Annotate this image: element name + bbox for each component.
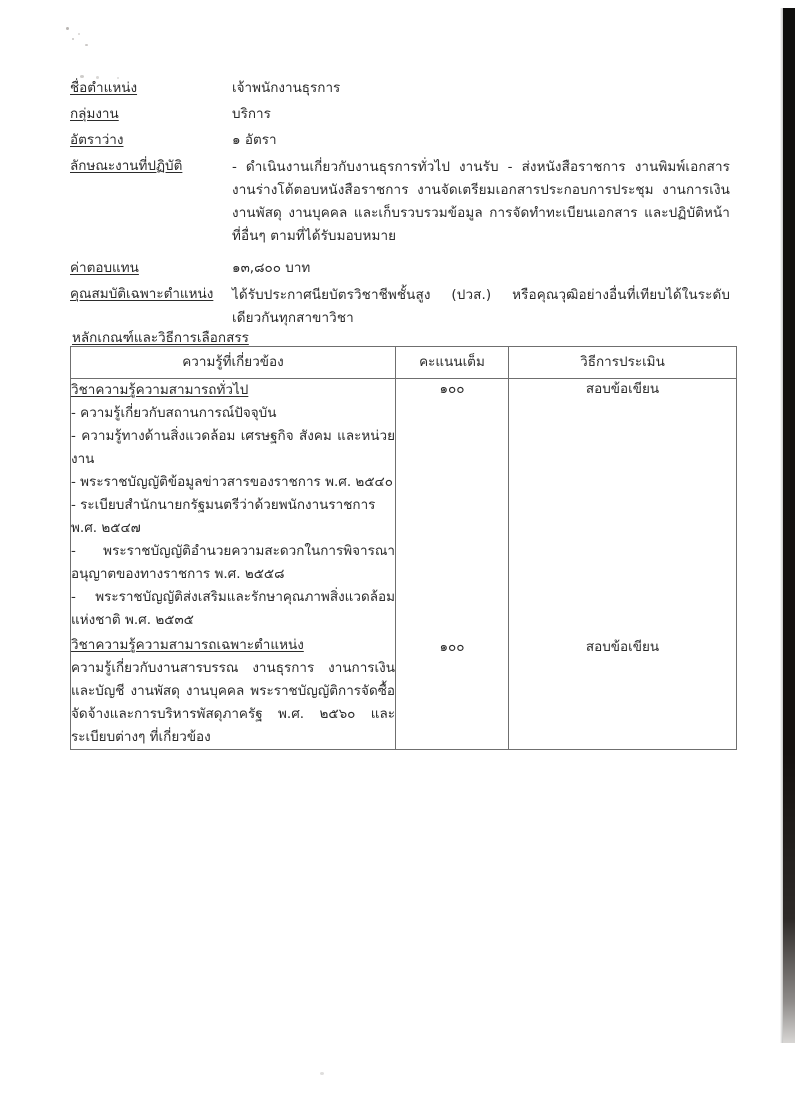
field-row-vacancies bbox=[70, 130, 730, 150]
column-header-score: คะแนนเต็ม bbox=[396, 347, 509, 379]
scan-speck bbox=[320, 1072, 324, 1075]
field-row-compensation bbox=[70, 258, 730, 278]
field-label-job-group: กลุ่มงาน bbox=[70, 106, 119, 122]
table-row bbox=[71, 379, 737, 750]
score-cell bbox=[396, 379, 509, 750]
knowledge-paragraph: ความรู้เกี่ยวกับงานสารบรรณ งานธุรการ งานการเงินและบัญชี งานพัสดุ งานบุคคล พระราชบัญญัติการจัดซื้อจัดจ้างและการบริหารพัสดุภาครัฐ พ.ศ. ๒๕๖๐ และระเบียบต่างๆ ที่เกี่ยวข้อง bbox=[71, 660, 395, 745]
field-value-vacancies: ๑ อัตรา bbox=[232, 132, 277, 148]
field-label-job-description: ลักษณะงานที่ปฏิบัติ bbox=[70, 158, 183, 174]
field-row-position-title bbox=[70, 78, 730, 98]
knowledge-item: - พระราชบัญญัติส่งเสริมและรักษาคุณภาพสิ่งแวดล้อมแห่งชาติ พ.ศ. ๒๕๓๕ bbox=[71, 589, 395, 628]
knowledge-item: - พระราชบัญญัติอำนวยความสะดวกในการพิจารณาอนุญาตของทางราชการ พ.ศ. ๒๕๕๘ bbox=[71, 543, 395, 582]
knowledge-cell bbox=[71, 379, 396, 750]
field-row-qualifications bbox=[70, 284, 730, 330]
subject-title-general: วิชาความรู้ความสามารถทั่วไป bbox=[71, 382, 249, 398]
method-value-general: สอบข้อเขียน bbox=[585, 381, 660, 397]
scan-speck bbox=[78, 33, 80, 35]
field-label-qualifications: คุณสมบัติเฉพาะตำแหน่ง bbox=[70, 286, 214, 302]
knowledge-section-general bbox=[71, 379, 395, 632]
criteria-table-container bbox=[70, 346, 736, 750]
position-details-list bbox=[70, 78, 730, 336]
field-row-job-description bbox=[70, 156, 730, 248]
table-header-row bbox=[71, 347, 737, 379]
criteria-section-heading: หลักเกณฑ์และวิธีการเลือกสรร bbox=[72, 330, 249, 346]
knowledge-item: - พระราชบัญญัติข้อมูลข่าวสารของราชการ พ.ศ. ๒๕๔๐ bbox=[71, 474, 394, 490]
knowledge-item: - ความรู้ทางด้านสิ่งแวดล้อม เศรษฐกิจ สังคม และหน่วยงาน bbox=[71, 428, 395, 467]
knowledge-item: - ระเบียบสำนักนายกรัฐมนตรีว่าด้วยพนักงานราชการ พ.ศ. ๒๕๔๗ bbox=[71, 497, 376, 536]
subject-title-specific: วิชาความรู้ความสามารถเฉพาะตำแหน่ง bbox=[71, 637, 304, 653]
column-header-method: วิธีการประเมิน bbox=[509, 347, 737, 379]
scan-speck bbox=[66, 27, 69, 30]
knowledge-section-specific bbox=[71, 634, 395, 749]
method-value-specific: สอบข้อเขียน bbox=[585, 639, 660, 655]
method-cell bbox=[509, 379, 737, 750]
scan-speck bbox=[85, 44, 88, 46]
field-row-job-group bbox=[70, 104, 730, 124]
score-value-specific: ๑๐๐ bbox=[439, 639, 465, 655]
scan-speck bbox=[72, 38, 74, 40]
field-label-position-title: ชื่อตำแหน่ง bbox=[70, 80, 138, 96]
field-label-compensation: ค่าตอบแทน bbox=[70, 260, 139, 276]
field-value-job-description: - ดำเนินงานเกี่ยวกับงานธุรการทั่วไป งานรับ - ส่งหนังสือราชการ งานพิมพ์เอกสาร งานร่างโต้ตอบหนังสือราชการ งานจัดเตรียมเอกสารประกอบการประชุม งานการเงิน งานพัสดุ งานบุคคล และเก็บรวบรวมข้อมูล การจัดทำทะเบียนเอกสาร และปฏิบัติหน้าที่อื่นๆ ตามที่ได้รับมอบหมาย bbox=[232, 159, 730, 244]
field-value-qualifications: ได้รับประกาศนียบัตรวิชาชีพชั้นสูง (ปวส.) หรือคุณวุฒิอย่างอื่นที่เทียบได้ในระดับเดียวกันทุกสาขาวิชา bbox=[232, 287, 730, 326]
criteria-table bbox=[70, 346, 737, 750]
field-value-compensation: ๑๓,๘๐๐ บาท bbox=[232, 260, 311, 276]
scan-edge-artifact bbox=[783, 8, 795, 1043]
field-label-vacancies: อัตราว่าง bbox=[70, 132, 124, 148]
column-header-knowledge: ความรู้ที่เกี่ยวข้อง bbox=[71, 347, 396, 379]
field-value-position-title: เจ้าพนักงานธุรการ bbox=[232, 80, 341, 96]
score-value-general: ๑๐๐ bbox=[439, 381, 465, 397]
knowledge-item: - ความรู้เกี่ยวกับสถานการณ์ปัจจุบัน bbox=[71, 405, 277, 421]
field-value-job-group: บริการ bbox=[232, 106, 271, 122]
